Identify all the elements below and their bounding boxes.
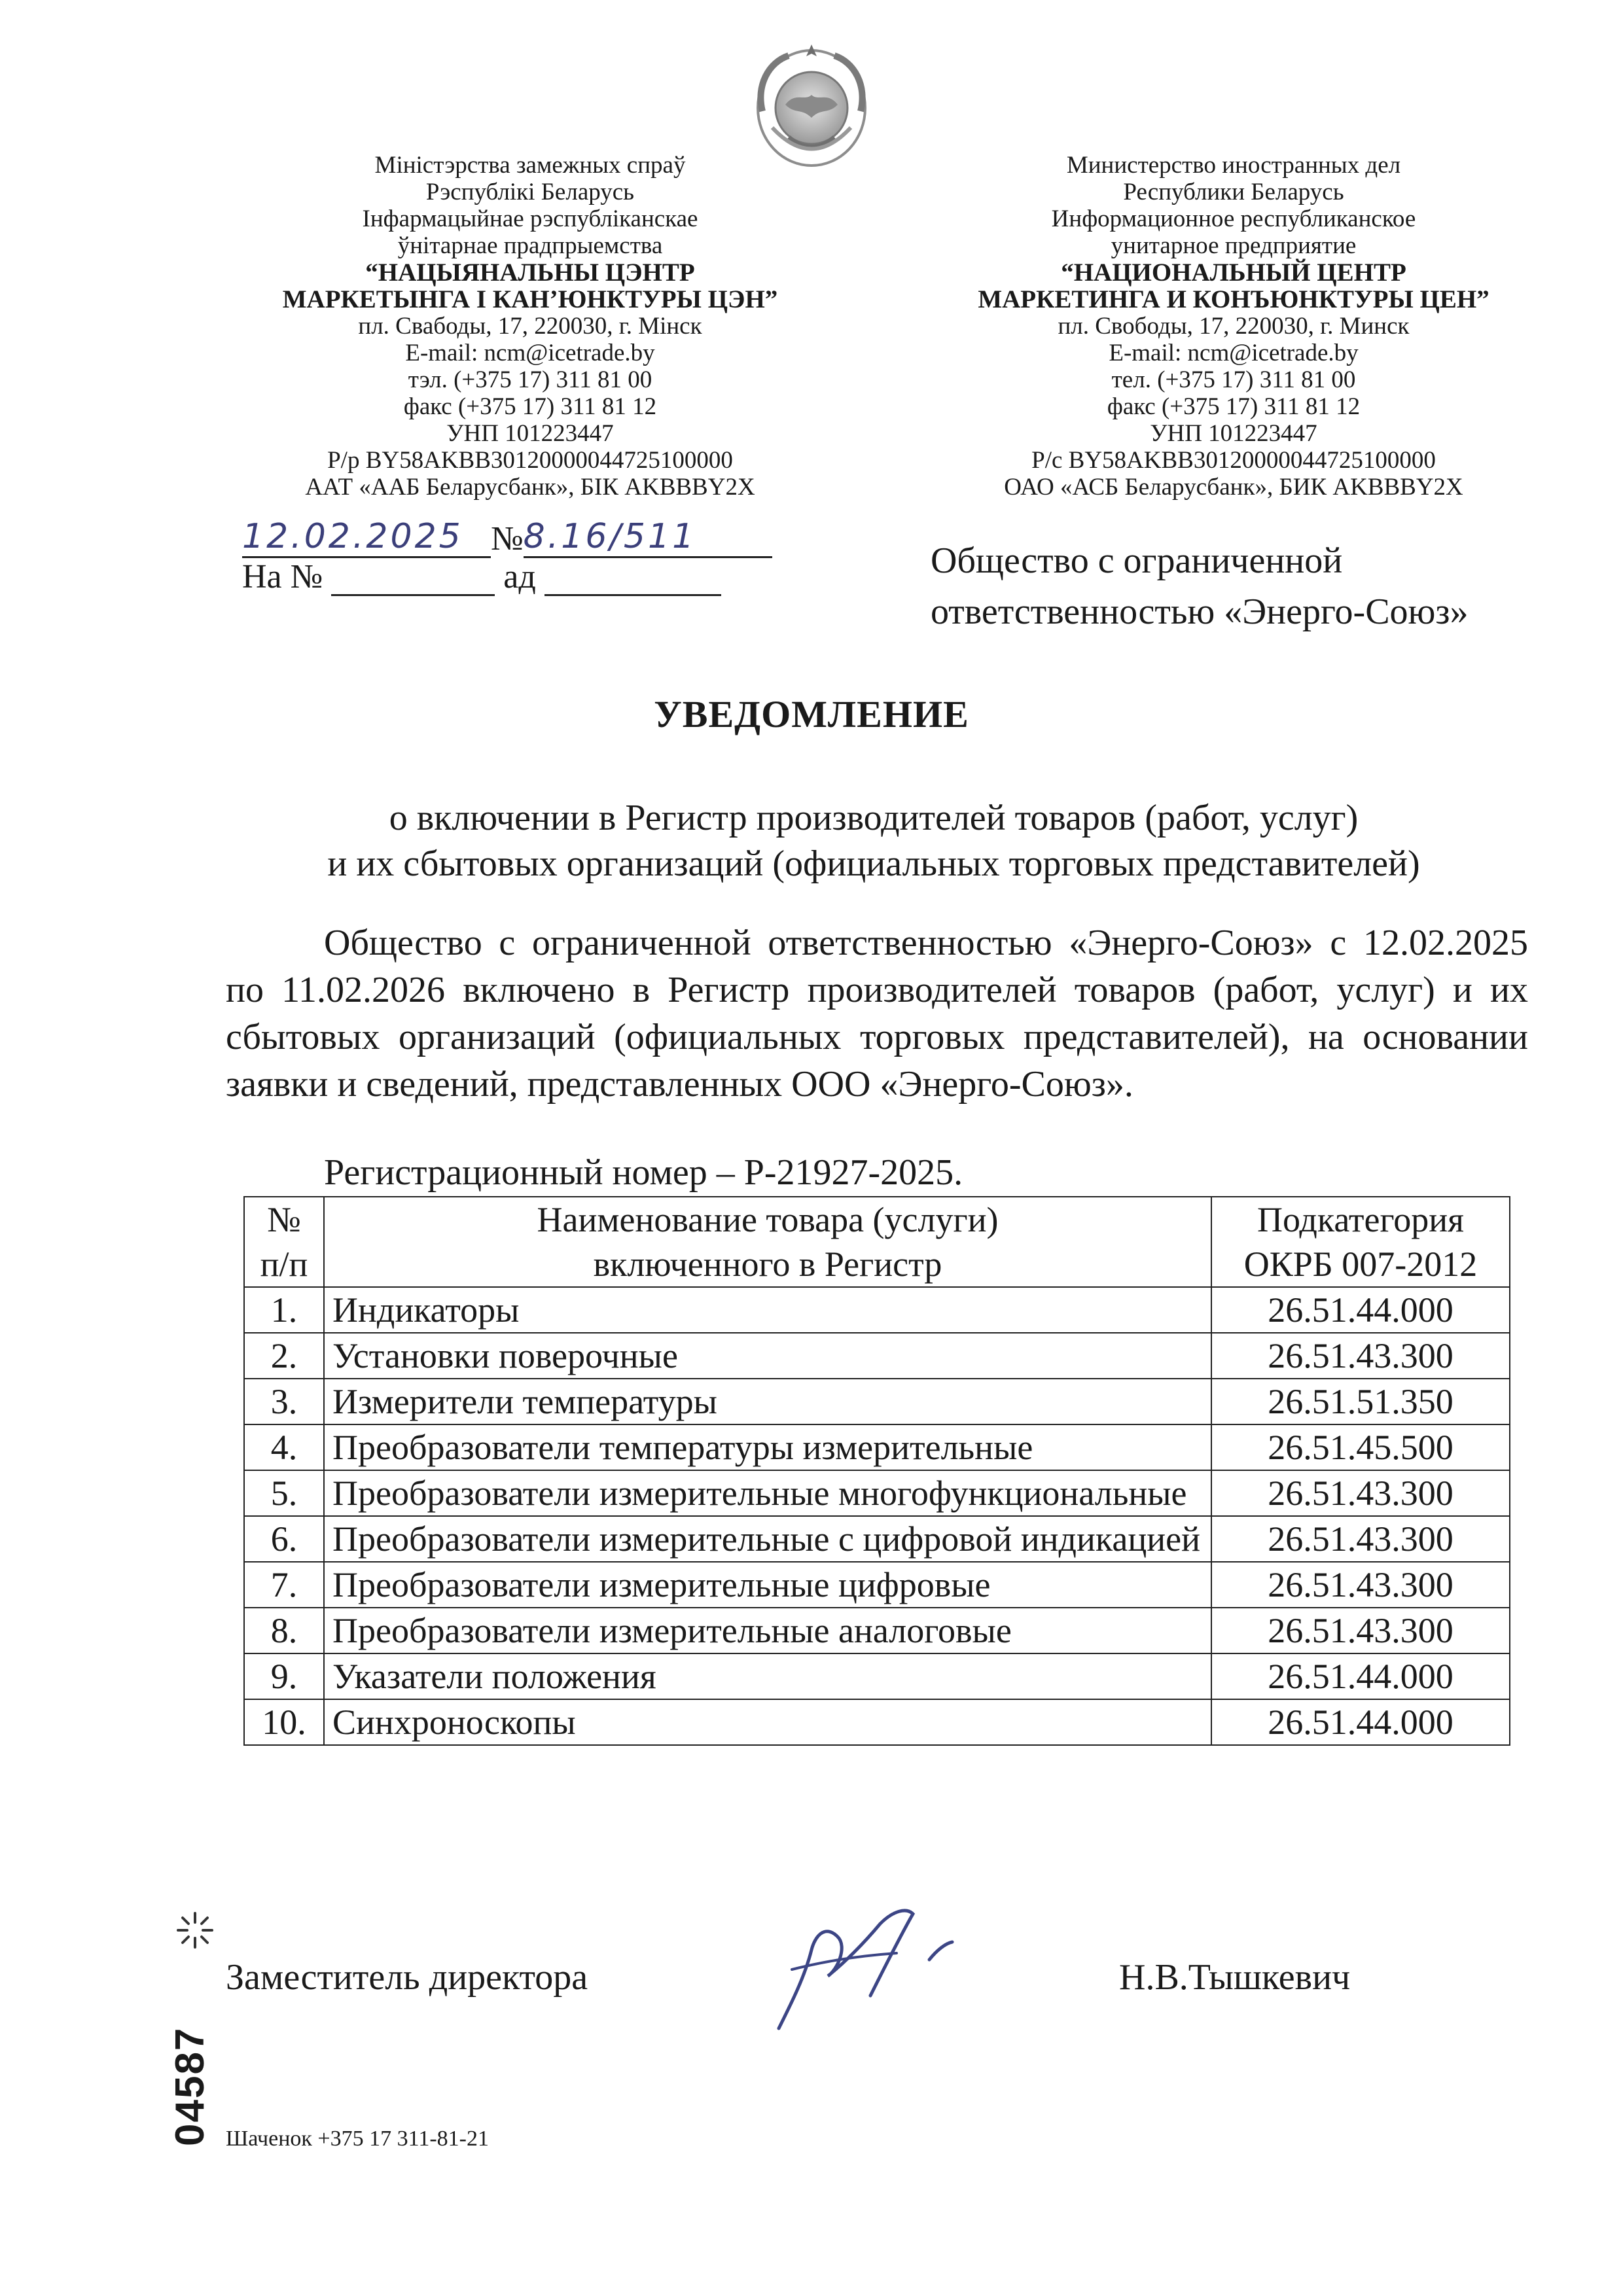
ref-from-label: ад — [503, 558, 536, 595]
org-account: Р/с BY58AKBB30120000044725100000 — [1031, 447, 1436, 474]
org-bank: ОАО «АСБ Беларусбанк», БИК AKBBBY2X — [1004, 474, 1463, 501]
org-name-line1: “НАЦЫЯНАЛЬНЫ ЦЭНТР — [365, 258, 695, 287]
row-name: Установки поверочные — [324, 1333, 1211, 1379]
row-code: 26.51.43.300 — [1211, 1516, 1510, 1562]
column-header-number — [244, 1197, 324, 1287]
outgoing-number: 8.16/511 — [524, 517, 772, 558]
table-row — [244, 1562, 1510, 1608]
row-number: 4. — [244, 1424, 324, 1470]
row-code: 26.51.43.300 — [1211, 1470, 1510, 1516]
org-address: пл. Свабоды, 17, 220030, г. Мінск — [358, 313, 702, 340]
header-text: ОКРБ 007-2012 — [1243, 1245, 1478, 1284]
side-serial-number: 04587 — [168, 2026, 213, 2146]
header-line: Рэспублікі Беларусь — [425, 179, 635, 205]
row-name: Преобразователи измерительные аналоговые — [324, 1608, 1211, 1653]
org-bank: ААТ «ААБ Беларусбанк», БІК AKBBBY2X — [305, 474, 755, 501]
state-emblem-icon — [749, 39, 874, 170]
star-mark-icon — [175, 1911, 215, 1950]
header-text: включенного в Регистр — [593, 1245, 942, 1284]
row-name: Измерители температуры — [324, 1379, 1211, 1424]
table-row — [244, 1424, 1510, 1470]
number-sign: № — [491, 520, 524, 557]
table-row — [244, 1516, 1510, 1562]
row-name: Преобразователи температуры измерительные — [324, 1424, 1211, 1470]
org-email: E-mail: ncm@icetrade.by — [1109, 340, 1359, 366]
row-code: 26.51.43.300 — [1211, 1333, 1510, 1379]
org-fax: факс (+375 17) 311 81 12 — [1107, 393, 1361, 420]
table-row — [244, 1608, 1510, 1653]
row-code: 26.51.43.300 — [1211, 1562, 1510, 1608]
column-header-name — [324, 1197, 1211, 1287]
org-name-line1: “НАЦИОНАЛЬНЫЙ ЦЕНТР — [1061, 258, 1406, 287]
recipient-line1: Общество с ограниченной — [931, 540, 1343, 581]
header-line: Міністэрства замежных спраў — [374, 152, 686, 179]
row-name: Преобразователи измерительные цифровые — [324, 1562, 1211, 1608]
row-number: 10. — [244, 1699, 324, 1745]
table-row — [244, 1379, 1510, 1424]
row-number: 5. — [244, 1470, 324, 1516]
signatory-name: Н.В.Тышкевич — [1119, 1957, 1351, 1998]
row-name: Указатели положения — [324, 1653, 1211, 1699]
row-name: Преобразователи измерительные с цифровой индикацией — [324, 1516, 1211, 1562]
org-email: E-mail: ncm@icetrade.by — [405, 340, 655, 366]
header-text: Подкатегория — [1257, 1200, 1464, 1239]
header-text: № — [267, 1200, 301, 1239]
row-code: 26.51.45.500 — [1211, 1424, 1510, 1470]
row-code: 26.51.44.000 — [1211, 1653, 1510, 1699]
document-subtitle — [223, 795, 1525, 887]
body-paragraph — [226, 919, 1528, 1108]
document-title: УВЕДОМЛЕНИЕ — [654, 693, 969, 735]
org-phone: тэл. (+375 17) 311 81 00 — [408, 366, 652, 393]
subtitle-line2: и их сбытовых организаций (официальных торговых представителей) — [327, 843, 1420, 884]
org-name-line2: МАРКЕТЫНГА І КАН’ЮНКТУРЫ ЦЭН” — [282, 285, 778, 313]
ref-date-blank — [544, 557, 721, 596]
row-name: Индикаторы — [324, 1287, 1211, 1333]
goods-table — [243, 1196, 1510, 1746]
header-line: Республики Беларусь — [1123, 179, 1344, 205]
row-code: 26.51.44.000 — [1211, 1699, 1510, 1745]
outgoing-registration — [242, 517, 779, 563]
header-text: Наименование товара (услуги) — [537, 1200, 999, 1239]
header-text: п/п — [260, 1245, 308, 1284]
table-row — [244, 1699, 1510, 1745]
registration-number: Регистрационный номер – Р-21927-2025. — [324, 1152, 963, 1193]
table-header-row — [244, 1197, 1510, 1287]
row-number: 3. — [244, 1379, 324, 1424]
recipient — [931, 535, 1585, 637]
row-number: 9. — [244, 1653, 324, 1699]
header-russian — [893, 152, 1574, 501]
subtitle-line1: о включении в Регистр производителей товаров (работ, услуг) — [389, 798, 1359, 838]
header-line: унитарное предприятие — [1111, 232, 1357, 259]
header-line: Информационное республиканское — [1051, 205, 1416, 232]
ref-number-blank — [331, 557, 495, 596]
handwritten-signature — [766, 1898, 1001, 2048]
table-row — [244, 1333, 1510, 1379]
signatory-position: Заместитель директора — [226, 1957, 588, 1998]
org-name-line2: МАРКЕТИНГА И КОНЪЮНКТУРЫ ЦЕН” — [978, 285, 1489, 313]
header-line: Министерство иностранных дел — [1066, 152, 1401, 179]
header-line: Інфармацыйнае рэспубліканскае — [362, 205, 698, 232]
row-name: Синхроноскопы — [324, 1699, 1211, 1745]
row-number: 8. — [244, 1608, 324, 1653]
table-row — [244, 1470, 1510, 1516]
header-line: ўнітарнае прадпрыемства — [397, 232, 663, 259]
table-row — [244, 1653, 1510, 1699]
header-belarusian — [190, 152, 870, 501]
row-number: 2. — [244, 1333, 324, 1379]
org-fax: факс (+375 17) 311 81 12 — [403, 393, 657, 420]
org-phone: тел. (+375 17) 311 81 00 — [1111, 366, 1356, 393]
column-header-code — [1211, 1197, 1510, 1287]
table-row — [244, 1287, 1510, 1333]
outgoing-date: 12.02.2025 — [242, 517, 491, 558]
row-number: 7. — [244, 1562, 324, 1608]
incoming-reference — [242, 557, 785, 603]
row-code: 26.51.44.000 — [1211, 1287, 1510, 1333]
row-number: 6. — [244, 1516, 324, 1562]
row-name: Преобразователи измерительные многофункциональные — [324, 1470, 1211, 1516]
org-address: пл. Свободы, 17, 220030, г. Минск — [1058, 313, 1410, 340]
org-unp: УНП 101223447 — [446, 420, 614, 447]
org-account: Р/р BY58AKBB30120000044725100000 — [327, 447, 733, 474]
ref-label: На № — [242, 558, 323, 595]
row-code: 26.51.43.300 — [1211, 1608, 1510, 1653]
body-text: Общество с ограниченной ответственностью «Энерго-Союз» с 12.02.2025 по 11.02.2026 включено в Регистр производителей товаров (работ, услуг) и их сбытовых организаций (официальных торговых представителей), на основании заявки и сведений, представленных ООО «Энерго-Союз». — [226, 923, 1528, 1104]
org-unp: УНП 101223447 — [1150, 420, 1317, 447]
recipient-line2: ответственностью «Энерго-Союз» — [931, 592, 1469, 632]
row-code: 26.51.51.350 — [1211, 1379, 1510, 1424]
row-number: 1. — [244, 1287, 324, 1333]
contact-person: Шаченок +375 17 311-81-21 — [226, 2127, 489, 2151]
